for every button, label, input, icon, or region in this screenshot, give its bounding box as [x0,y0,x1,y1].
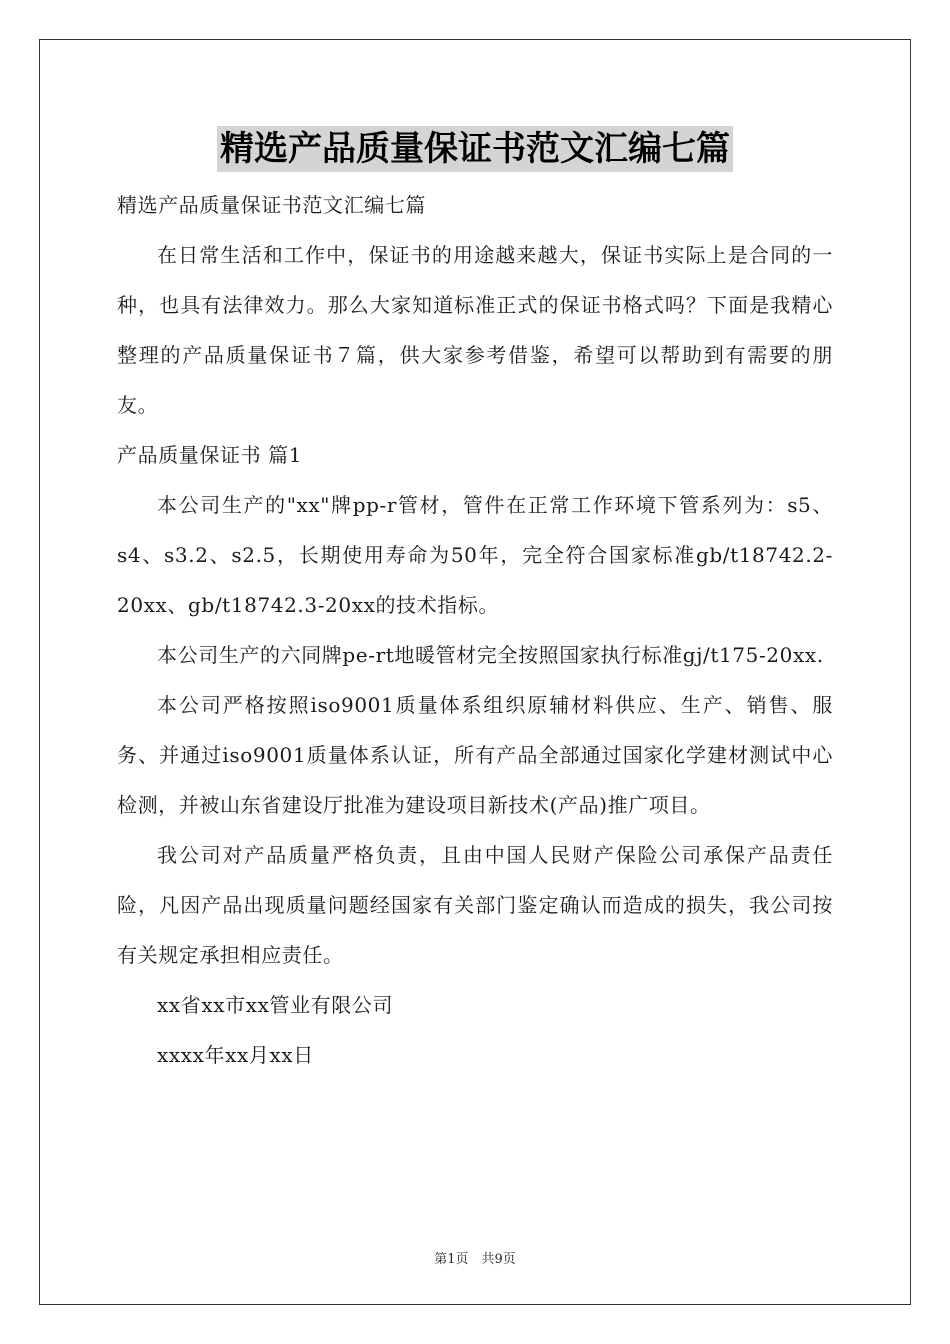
signature-date: xxxx年xx月xx日 [157,1043,314,1067]
company-signature: xx省xx市xx管业有限公司 [157,993,394,1017]
section-heading: 产品质量保证书 篇1 [117,443,303,467]
paragraph-intro: 在日常生活和工作中，保证书的用途越来越大，保证书实际上是合同的一种，也具有法律效力。那么大家知道标准正式的保证书格式吗？下面是我精心整理的产品质量保证书７篇，供大家参考借鉴，希望可以帮助到有需要的朋友。 [117,243,833,417]
document-subtitle: 精选产品质量保证书范文汇编七篇 [117,193,426,217]
document-body [117,180,833,1080]
page-footer [0,1248,950,1267]
paragraph-iso: 本公司严格按照iso9001质量体系组织原辅材料供应、生产、销售、服务、并通过iso9001质量体系认证，所有产品全部通过国家化学建材测试中心检测，并被山东省建设厅批准为建设项目新技术(产品)推广项目。 [117,693,833,817]
paragraph-liability: 我公司对产品质量严格负责，且由中国人民财产保险公司承保产品责任险，凡因产品出现质量问题经国家有关部门鉴定确认而造成的损失，我公司按有关规定承担相应责任。 [117,843,833,967]
document-title: 精选产品质量保证书范文汇编七篇 [217,126,733,172]
paragraph-floor-heating: 本公司生产的六同牌pe-rt地暖管材完全按照国家执行标准gj/t175-20xx. [157,643,824,667]
page-number: 第1页 共9页 [434,1252,516,1267]
paragraph-pipe-spec: 本公司生产的"xx"牌pp-r管材，管件在正常工作环境下管系列为：s5、s4、s3.2、s2.5，长期使用寿命为50年，完全符合国家标准gb/t18742.2-20xx、gb/t18742.3-20xx的技术指标。 [117,493,833,617]
title-area [0,126,950,172]
